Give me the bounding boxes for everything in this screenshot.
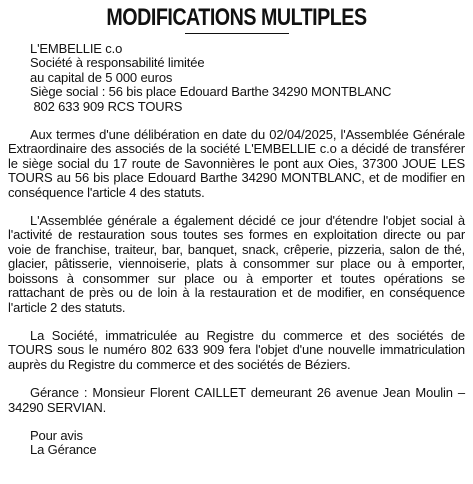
company-name: L'EMBELLIE c.o xyxy=(30,41,123,56)
company-block xyxy=(30,42,465,114)
company-capital: au capital de 5 000 euros xyxy=(30,69,173,85)
paragraph-transfer: Aux termes d'une délibération en date du 02/04/2025, l'Assemblée Générale Extraordinaire des associés de la société L'EMBELLIE c.o a décidé de transférer le siège social du 17 route de Savonnières le pont aux Oies, 37300 JOUE LES TOURS au 56 bis place Edouard Barthe 34290 MONTBLANC, et de modifier en conséquence l'article 4 des statuts. xyxy=(8,127,465,200)
paragraph-purpose: L'Assemblée générale a également décidé ce jour d'étendre l'objet social à l'activité de restauration sous toutes ses formes en exploitation directe ou par voie de franchise, traiteur, bar, banquet, snack, crêperie, pizzeria, salon de thé, glacier, pâtisserie, viennoiserie, plats à consommer sur place ou à emporter, boissons à consommer sur place ou à emporter et toutes opérations se rattachant de près ou de loin à la restauration et de modifier, en conséquence l'article 2 des statuts. xyxy=(8,213,465,315)
company-registration: 802 633 909 RCS TOURS xyxy=(30,98,183,114)
notice-body xyxy=(8,42,465,458)
signature-line-1: Pour avis xyxy=(30,427,83,443)
paragraph-registration: La Société, immatriculée au Registre du commerce et des sociétés de TOURS sous le numéro 802 633 909 fera l'objet d'une nouvelle immatriculation auprès du Registre du commerce et des sociétés de Béziers. xyxy=(8,327,465,372)
spacer xyxy=(8,315,465,329)
signature-line-2: La Gérance xyxy=(30,442,97,458)
spacer xyxy=(8,415,465,429)
notice-title: MODIFICATIONS MULTIPLES xyxy=(106,4,367,31)
spacer xyxy=(8,200,465,214)
title-underline xyxy=(185,33,289,34)
company-form: Société à responsabilité limitée xyxy=(30,55,205,71)
spacer xyxy=(8,372,465,386)
signature-block xyxy=(30,429,465,458)
spacer xyxy=(8,114,465,128)
company-registered-office: Siège social : 56 bis place Edouard Barthe 34290 MONTBLANC xyxy=(30,84,392,100)
paragraph-management: Gérance : Monsieur Florent CAILLET demeurant 26 avenue Jean Moulin – 34290 SERVIAN. xyxy=(8,385,465,415)
